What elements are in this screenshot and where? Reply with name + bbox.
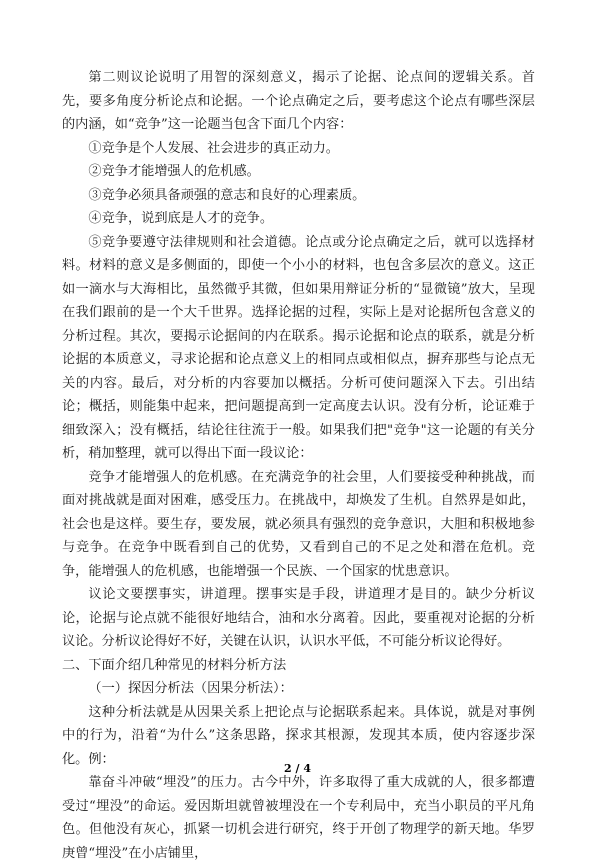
- body-text: [62, 66, 535, 865]
- paragraph: ⑤竞争要遵守法律规则和社会道德。论点或分论点确定之后，就可以选择材料。材料的意义是多侧面的，即使一个小小的材料，也包含多层次的意义。这正如一滴水与大海相比，虽然微乎其微，但如果用辩证分析的“显微镜”放大，呈现在我们跟前的是一个大千世界。选择论据的过程，实际上是对论据所包含意义的分析过程。其次，要揭示论据间的内在联系。揭示论据和论点的联系，就是分析论据的本质意义，寻求论据和论点意义上的相同点或相似点，摒弃那些与论点无关的内容。最后，对分析的内容要加以概括。分析可使问题深入下去。引出结论；概括，则能集中起来，把问题提高到一定高度去认识。没有分析，论证难于细致深入；没有概括，结论往往流于一般。如果我们把"竞争"这一论题的有关分析，稍加整理，就可以得出下面一段议论：: [62, 234, 535, 461]
- list-item: ②竞争才能增强人的危机感。: [88, 164, 260, 179]
- paragraph: 第二则议论说明了用智的深刻意义，揭示了论据、论点间的逻辑关系。首先，要多角度分析论点和论据。一个论点确定之后，要考虑这个论点有哪些深层的内涵，如“竞争”这一论题当包含下面几个内容：: [62, 70, 535, 132]
- paragraph: 竞争才能增强人的危机感。在充满竞争的社会里，人们要接受种种挑战，而面对挑战就是面对困难，感受压力。在挑战中，却焕发了生机。自然界是如此，社会也是这样。要生存，要发展，就必须具有强烈的竞争意识，大胆和积极地参与竞争。在竞争中既看到自己的优势，又看到自己的不足之处和潜在危机。竞争，能增强人的危机感，也能增强一个民族、一个国家的忧患意识。: [62, 469, 535, 579]
- paragraph: 这种分析法就是从因果关系上把论点与论据联系起来。具体说，就是对事例中的行为，沿着“为什么”这条思路，探求其根源，发现其本质，使内容逐步深化。例：: [62, 704, 535, 767]
- subsection-heading: （一）探因分析法（因果分析法）：: [88, 681, 293, 696]
- list-item: ③竞争必须具备顽强的意志和良好的心理素质。: [88, 187, 366, 203]
- paragraph: 议论文要摆事实，讲道理。摆事实是手段，讲道理才是目的。缺少分析议论，论据与论点就不能很好地结合，油和水分离着。因此，要重视对论据的分析议论。分析议论得好不好，关键在认识，认识水平低，不可能分析议论得好。: [62, 587, 535, 649]
- section-heading: 二、下面介绍几种常见的材料分析方法: [62, 657, 287, 673]
- list-item: ④竞争，说到底是人才的竞争。: [88, 211, 274, 226]
- paragraph: 靠奋斗冲破“埋没”的压力。古今中外，许多取得了重大成就的人，很多都遭受过“埋没”的命运。爱因斯坦就曾被埋没在一个专利局中，充当小职员的平凡角色。但他没有灰心，抓紧一切机会进行研究，终于开创了物理学的新天地。华罗庚曾“埋没”在小店铺里，: [62, 775, 535, 861]
- page-number: 2 / 4: [284, 762, 311, 775]
- list-item: ①竞争是个人发展、社会进步的真正动力。: [88, 140, 339, 156]
